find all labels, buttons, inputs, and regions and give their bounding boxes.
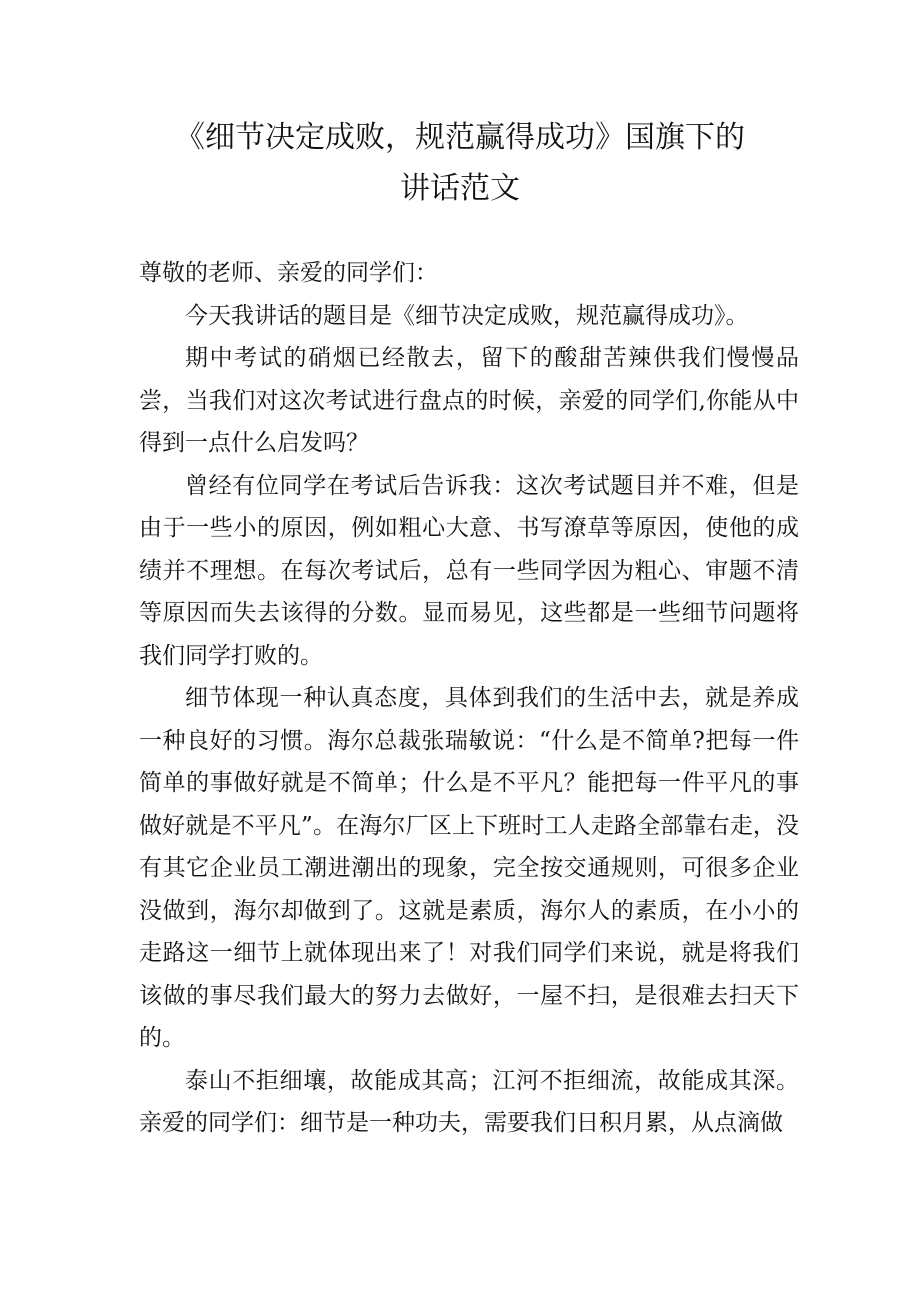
- paragraph-haier-example: 细节体现一种认真态度，具体到我们的生活中去，就是养成一种良好的习惯。海尔总裁张瑞敏说：“什么是不简单?把每一件简单的事做好就是不简单；什么是不平凡？能把每一件平凡的事做好就是不平凡”。在海尔厂区上下班时工人走路全部靠右走，没有其它企业员工潮进潮出的现象，完全按交通规则，可很多企业没做到，海尔却做到了。这就是素质，海尔人的素质，在小小的走路这一细节上就体现出来了！对我们同学们来说，就是将我们该做的事尽我们最大的努力去做好，一屋不扫，是很难去扫天下的。: [139, 685, 799, 1051]
- document-title: [150, 112, 770, 214]
- paragraph-student-example: 曾经有位同学在考试后告诉我：这次考试题目并不难，但是由于一些小的原因，例如粗心大意、书写潦草等原因，使他的成绩并不理想。在每次考试后，总有一些同学因为粗心、审题不清等原因而失去该得的分数。显而易见，这些都是一些细节问题将我们同学打败的。: [139, 472, 799, 669]
- paragraph-closing: 泰山不拒细壤，故能成其高；江河不拒细流，故能成其深。亲爱的同学们：细节是一种功夫，需要我们日积月累，从点滴做: [139, 1067, 799, 1136]
- salutation: 尊敬的老师、亲爱的同学们：: [139, 260, 438, 286]
- paragraph-exam-reflection: 期中考试的硝烟已经散去，留下的酸甜苦辣供我们慢慢品尝，当我们对这次考试进行盘点的时候，亲爱的同学们,你能从中得到一点什么启发吗？: [139, 345, 799, 456]
- title-line-2: 讲话范文: [400, 171, 520, 206]
- document-body: [139, 252, 799, 1145]
- title-line-1: 《细节决定成败，规范赢得成功》国旗下的: [175, 120, 745, 155]
- paragraph-topic: 今天我讲话的题目是《细节决定成败，规范赢得成功》。: [185, 302, 749, 329]
